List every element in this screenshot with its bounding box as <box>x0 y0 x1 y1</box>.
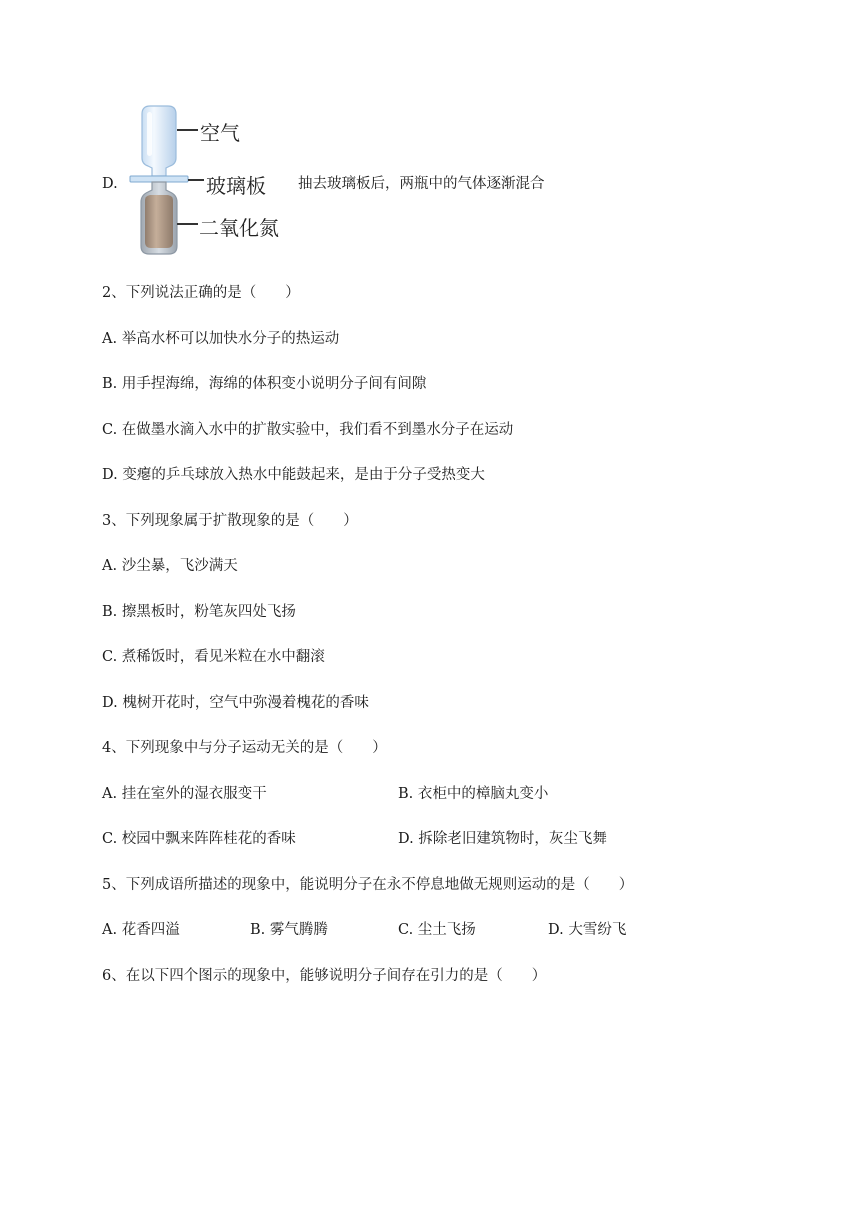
q5-option-d: D. 大雪纷飞 <box>548 922 627 938</box>
q2-option-d: D. 变瘪的乒乓球放入热水中能鼓起来，是由于分子受热变大 <box>102 467 485 483</box>
q2-option-c: C. 在做墨水滴入水中的扩散实验中，我们看不到墨水分子在运动 <box>102 422 514 438</box>
q5-option-b: B. 雾气腾腾 <box>250 922 328 938</box>
q5-stem: 5、下列成语所描述的现象中，能说明分子在永不停息地做无规则运动的是（ ） <box>102 877 634 893</box>
q3-option-c: C. 煮稀饭时，看见米粒在水中翻滚 <box>102 649 325 665</box>
top-bottle-air <box>142 106 176 176</box>
q2-option-b: B. 用手捏海绵，海绵的体积变小说明分子间有间隙 <box>102 376 427 392</box>
q3-option-a: A. 沙尘暴，飞沙满天 <box>102 558 238 574</box>
q4-option-b: B. 衣柜中的樟脑丸变小 <box>398 786 549 802</box>
q4-option-a: A. 挂在室外的湿衣服变干 <box>102 786 267 802</box>
q2-stem: 2、下列说法正确的是（ ） <box>102 285 300 301</box>
q2-option-a: A. 举高水杯可以加快水分子的热运动 <box>102 331 340 347</box>
q5-option-a: A. 花香四溢 <box>102 922 180 938</box>
q4-option-d: D. 拆除老旧建筑物时，灰尘飞舞 <box>398 831 607 847</box>
glass-plate <box>130 176 188 182</box>
q1-option-d-text: 抽去玻璃板后，两瓶中的气体逐渐混合 <box>298 176 545 192</box>
bottom-bottle-no2 <box>141 182 177 254</box>
q6-stem: 6、在以下四个图示的现象中，能够说明分子间存在引力的是（ ） <box>102 968 547 984</box>
air-label: 空气 <box>200 121 240 145</box>
q4-option-c: C. 校园中飘来阵阵桂花的香味 <box>102 831 296 847</box>
q5-option-c: C. 尘土飞扬 <box>398 922 476 938</box>
q1-option-d-label: D. <box>102 176 118 192</box>
glass-plate-label: 玻璃板 <box>206 174 266 198</box>
no2-label: 二氧化氮 <box>199 216 279 240</box>
q3-option-b: B. 擦黑板时，粉笔灰四处飞扬 <box>102 604 296 620</box>
diffusion-bottles-figure <box>120 100 300 260</box>
q3-option-d: D. 槐树开花时，空气中弥漫着槐花的香味 <box>102 695 369 711</box>
q3-stem: 3、下列现象属于扩散现象的是（ ） <box>102 513 358 529</box>
q4-stem: 4、下列现象中与分子运动无关的是（ ） <box>102 740 387 756</box>
